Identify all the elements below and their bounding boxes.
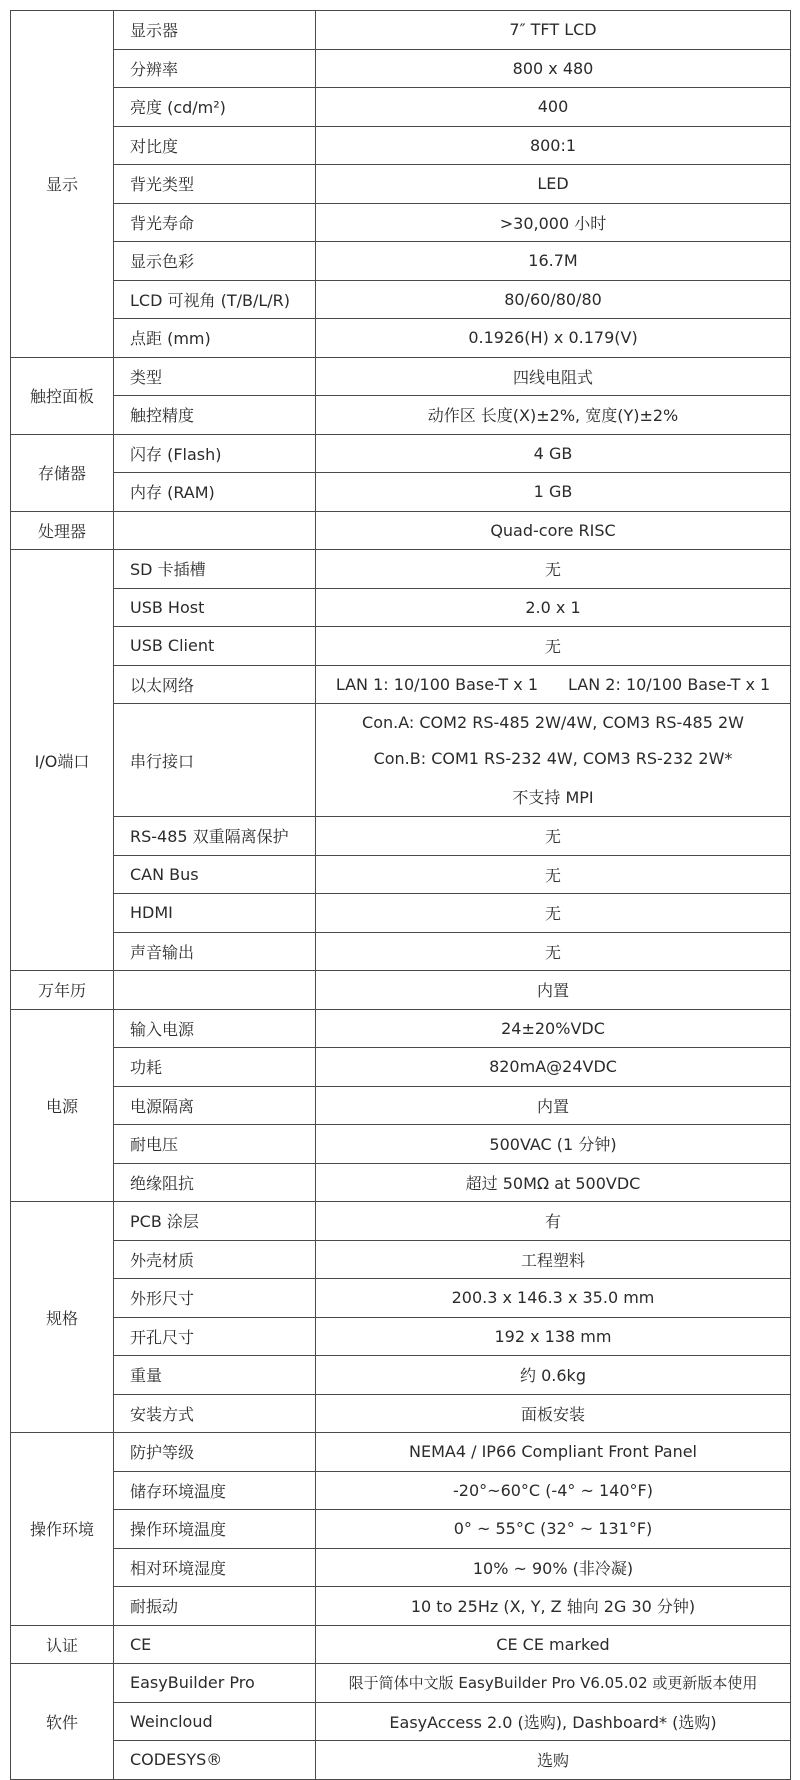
table-row [11, 319, 791, 358]
value-cell: 0° ~ 55°C (32° ~ 131°F) [316, 1510, 791, 1549]
feature-cell: 输入电源 [114, 1009, 316, 1048]
feature-cell: 操作环境温度 [114, 1510, 316, 1549]
value-cell: 0.1926(H) x 0.179(V) [316, 319, 791, 358]
table-row [11, 1279, 791, 1318]
table-row [11, 704, 791, 817]
category-cell: 认证 [11, 1625, 114, 1664]
value-cell: 2.0 x 1 [316, 588, 791, 627]
value-cell: 动作区 长度(X)±2%, 宽度(Y)±2% [316, 396, 791, 435]
table-row [11, 1394, 791, 1433]
feature-cell: 外壳材质 [114, 1240, 316, 1279]
value-cell: 工程塑料 [316, 1240, 791, 1279]
value-cell: 24±20%VDC [316, 1009, 791, 1048]
feature-cell: 电源隔离 [114, 1086, 316, 1125]
value-cell: 10 to 25Hz (X, Y, Z 轴向 2G 30 分钟) [316, 1587, 791, 1626]
table-row [11, 473, 791, 512]
serial-line: Con.B: COM1 RS-232 4W, COM3 RS-232 2W* [373, 748, 733, 768]
table-row [11, 1125, 791, 1164]
value-cell: 1 GB [316, 473, 791, 512]
feature-cell: SD 卡插槽 [114, 550, 316, 589]
feature-cell: 开孔尺寸 [114, 1317, 316, 1356]
table-row [11, 1317, 791, 1356]
feature-cell: 背光寿命 [114, 203, 316, 242]
table-row [11, 817, 791, 856]
table-row [11, 1240, 791, 1279]
table-row [11, 1048, 791, 1087]
value-cell: 选购 [316, 1741, 791, 1780]
feature-cell: Weincloud [114, 1702, 316, 1741]
feature-cell: 耐电压 [114, 1125, 316, 1164]
feature-cell: USB Host [114, 588, 316, 627]
table-row [11, 1702, 791, 1741]
value-cell: 无 [316, 932, 791, 971]
table-row [11, 434, 791, 473]
category-cell: 存储器 [11, 434, 114, 511]
value-cell [316, 665, 791, 704]
feature-cell: 相对环境湿度 [114, 1548, 316, 1587]
table-row [11, 126, 791, 165]
feature-cell [114, 511, 316, 550]
category-cell: 触控面板 [11, 357, 114, 434]
table-row [11, 280, 791, 319]
value-cell: 超过 50MΩ at 500VDC [316, 1163, 791, 1202]
value-cell: 500VAC (1 分钟) [316, 1125, 791, 1164]
feature-cell: 防护等级 [114, 1433, 316, 1472]
feature-cell: PCB 涂层 [114, 1202, 316, 1241]
table-row [11, 11, 791, 50]
value-cell: 800:1 [316, 126, 791, 165]
value-cell: 7″ TFT LCD [316, 11, 791, 50]
feature-cell: CAN Bus [114, 855, 316, 894]
table-row [11, 1086, 791, 1125]
table-row [11, 665, 791, 704]
category-cell: I/O端口 [11, 550, 114, 971]
value-cell: 四线电阻式 [316, 357, 791, 396]
value-cell: 800 x 480 [316, 49, 791, 88]
value-cell: NEMA4 / IP66 Compliant Front Panel [316, 1433, 791, 1472]
serial-line: Con.A: COM2 RS-485 2W/4W, COM3 RS-485 2W [362, 712, 744, 732]
feature-cell: 亮度 (cd/m²) [114, 88, 316, 127]
value-cell: 16.7M [316, 242, 791, 281]
category-cell: 电源 [11, 1009, 114, 1202]
table-row [11, 396, 791, 435]
table-row [11, 588, 791, 627]
value-cell: 无 [316, 627, 791, 666]
value-cell: 面板安装 [316, 1394, 791, 1433]
feature-cell: 类型 [114, 357, 316, 396]
feature-cell: 闪存 (Flash) [114, 434, 316, 473]
feature-cell: 安装方式 [114, 1394, 316, 1433]
value-cell: 4 GB [316, 434, 791, 473]
feature-cell: 功耗 [114, 1048, 316, 1087]
table-row [11, 1433, 791, 1472]
table-row [11, 511, 791, 550]
feature-cell: EasyBuilder Pro [114, 1664, 316, 1703]
lan2-value: LAN 2: 10/100 Base-T x 1 [568, 674, 771, 694]
feature-cell [114, 971, 316, 1010]
feature-cell: HDMI [114, 894, 316, 933]
value-cell: 无 [316, 550, 791, 589]
value-cell: -20°~60°C (-4° ~ 140°F) [316, 1471, 791, 1510]
category-cell: 显示 [11, 11, 114, 358]
value-cell: 无 [316, 817, 791, 856]
value-cell: 80/60/80/80 [316, 280, 791, 319]
feature-cell: 耐振动 [114, 1587, 316, 1626]
value-cell: 限于简体中文版 EasyBuilder Pro V6.05.02 或更新版本使用 [316, 1664, 791, 1703]
table-row [11, 932, 791, 971]
value-cell: EasyAccess 2.0 (选购), Dashboard* (选购) [316, 1702, 791, 1741]
feature-cell: 声音输出 [114, 932, 316, 971]
feature-cell: 显示色彩 [114, 242, 316, 281]
table-row [11, 971, 791, 1010]
table-row [11, 855, 791, 894]
feature-cell: 内存 (RAM) [114, 473, 316, 512]
table-row [11, 550, 791, 589]
category-cell: 软件 [11, 1664, 114, 1780]
table-row [11, 165, 791, 204]
value-cell: 200.3 x 146.3 x 35.0 mm [316, 1279, 791, 1318]
category-cell: 处理器 [11, 511, 114, 550]
value-cell: Quad-core RISC [316, 511, 791, 550]
table-row [11, 1163, 791, 1202]
table-row [11, 627, 791, 666]
value-cell: 820mA@24VDC [316, 1048, 791, 1087]
feature-cell: CE [114, 1625, 316, 1664]
value-cell: 有 [316, 1202, 791, 1241]
table-row [11, 1009, 791, 1048]
value-cell: 无 [316, 894, 791, 933]
feature-cell: 背光类型 [114, 165, 316, 204]
table-row [11, 1625, 791, 1664]
value-cell: LED [316, 165, 791, 204]
lan1-value: LAN 1: 10/100 Base-T x 1 [335, 674, 538, 694]
feature-cell: 显示器 [114, 11, 316, 50]
table-row [11, 242, 791, 281]
feature-cell: 分辨率 [114, 49, 316, 88]
feature-cell: USB Client [114, 627, 316, 666]
feature-cell: 点距 (mm) [114, 319, 316, 358]
category-cell: 规格 [11, 1202, 114, 1433]
table-row [11, 1587, 791, 1626]
value-cell: 约 0.6kg [316, 1356, 791, 1395]
feature-cell: CODESYS® [114, 1741, 316, 1780]
table-row [11, 357, 791, 396]
feature-cell: 外形尺寸 [114, 1279, 316, 1318]
value-cell: 无 [316, 855, 791, 894]
feature-cell: RS-485 双重隔离保护 [114, 817, 316, 856]
table-row [11, 1202, 791, 1241]
table-row [11, 1471, 791, 1510]
table-row [11, 1356, 791, 1395]
value-cell [316, 704, 791, 817]
table-row [11, 1548, 791, 1587]
table-row [11, 88, 791, 127]
table-row [11, 894, 791, 933]
table-row [11, 49, 791, 88]
feature-cell: LCD 可视角 (T/B/L/R) [114, 280, 316, 319]
table-row [11, 1510, 791, 1549]
value-cell: CE CE marked [316, 1625, 791, 1664]
table-row [11, 203, 791, 242]
serial-line: 不支持 MPI [512, 787, 594, 807]
feature-cell: 绝缘阻抗 [114, 1163, 316, 1202]
category-cell: 万年历 [11, 971, 114, 1010]
feature-cell: 重量 [114, 1356, 316, 1395]
spec-table [10, 10, 791, 1780]
feature-cell: 串行接口 [114, 704, 316, 817]
value-cell: 内置 [316, 971, 791, 1010]
value-cell: 192 x 138 mm [316, 1317, 791, 1356]
table-row [11, 1741, 791, 1780]
value-cell: 10% ~ 90% (非冷凝) [316, 1548, 791, 1587]
feature-cell: 触控精度 [114, 396, 316, 435]
table-row [11, 1664, 791, 1703]
value-cell: 内置 [316, 1086, 791, 1125]
value-cell: >30,000 小时 [316, 203, 791, 242]
feature-cell: 储存环境温度 [114, 1471, 316, 1510]
feature-cell: 对比度 [114, 126, 316, 165]
category-cell: 操作环境 [11, 1433, 114, 1626]
value-cell: 400 [316, 88, 791, 127]
feature-cell: 以太网络 [114, 665, 316, 704]
